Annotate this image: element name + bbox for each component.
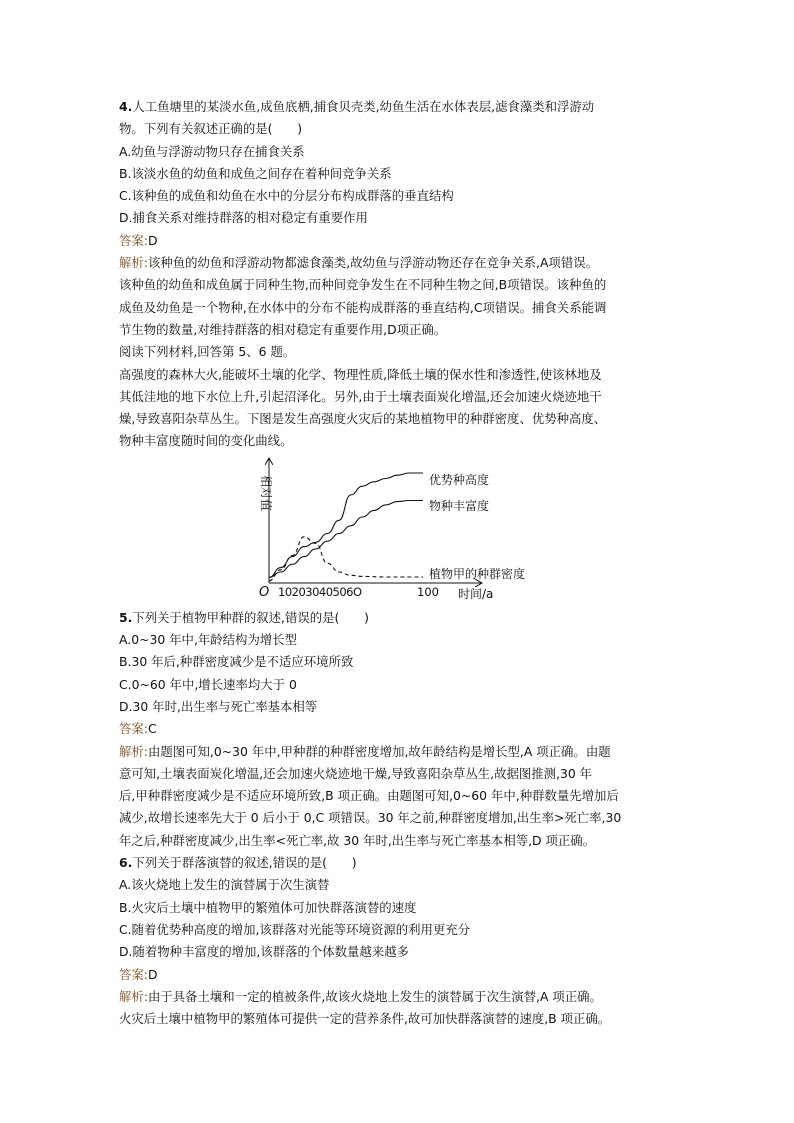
q6-option-b: B.火灾后土壤中植物甲的繁殖体可加快群落演替的速度 [119, 899, 417, 915]
q6-analysis-text1: 由于具备土壤和一定的植被条件,故该火烧地上发生的演替属于次生演替,A 项正确。 [147, 988, 602, 1004]
q4-analysis-line1 [119, 252, 684, 274]
q6-analysis-line2: 火灾后土壤中植物甲的繁殖体可提供一定的营养条件,故可加快群落演替的速度,B 项正确。 [119, 1011, 611, 1027]
q4-option-c: C.该种鱼的成鱼和幼鱼在水中的分层分布构成群落的垂直结构 [119, 188, 454, 204]
q5-analysis-line5: 年之后,种群密度减少,出生率<死亡率,故 30 年时,出生率与死亡率基本相等,D 项正确。 [119, 832, 596, 848]
answer-label: 答案: [119, 232, 148, 248]
q6-stem [119, 852, 684, 874]
q6-option-d: D.随着物种丰富度的增加,该群落的个体数量越来越多 [119, 944, 410, 960]
material-line4: 物种丰富度随时间的变化曲线。 [119, 433, 293, 449]
q4-stem-line2: 物。下列有关叙述正确的是( ) [119, 121, 303, 137]
y-axis-label: 相对值 [259, 474, 273, 511]
q5-answer [119, 718, 684, 740]
material-line1: 高强度的森林大火,能破坏土壤的化学、物理性质,降低土壤的保水性和渗透性,使该林地及 [119, 366, 602, 382]
q6-number: 6. [119, 855, 133, 871]
q4-option-a: A.幼鱼与浮游动物只存在捕食关系 [119, 143, 305, 159]
q6-analysis-line1 [119, 986, 684, 1008]
analysis-label: 解析: [119, 988, 148, 1004]
line-chart [249, 453, 579, 605]
q5-number: 5. [119, 609, 133, 625]
q4-option-d: D.捕食关系对维持群落的相对稳定有重要作用 [119, 210, 368, 226]
material-line3: 燥,导致喜阳杂草丛生。下图是发生高强度火灾后的某地植物甲的种群密度、优势种高度、 [119, 411, 607, 427]
material-line2: 其低洼地的地下水位上升,引起沼泽化。另外,由于土壤表面炭化增温,还会加速火烧迹地干 [119, 388, 602, 404]
series-label-density: 植物甲的种群密度 [429, 566, 526, 581]
origin-label: O [259, 584, 270, 600]
material-intro: 阅读下列材料,回答第 5、6 题。 [119, 344, 296, 360]
q6-stem-text: 下列关于群落演替的叙述,错误的是( ) [132, 855, 357, 871]
answer-label: 答案: [119, 966, 148, 982]
answer-label: 答案: [119, 721, 148, 737]
q5-stem [119, 607, 684, 629]
q5-analysis-line4: 减少,故增长速率先大于 0 后小于 0,C 项错误。30 年之前,种群密度增加,出生率>死亡率,30 [119, 810, 622, 826]
q5-analysis-line3: 后,甲种群密度减少是不适应环境所致,B 项正确。由题图可知,0~60 年中,种群数量先增加后 [119, 788, 619, 804]
x-axis-label: 时间/a [458, 586, 494, 601]
q4-analysis-line4: 节生物的数量,对维持群落的相对稳定有重要作用,D项正确。 [119, 321, 447, 337]
q5-analysis-line2: 意可知,土壤表面炭化增温,还会加速火烧迹地干燥,导致喜阳杂草丛生,故据图推测,30 年 [119, 765, 593, 781]
q5-analysis-text1: 由题图可知,0~30 年中,甲种群的种群密度增加,故年龄结构是增长型,A 项正确。由题 [147, 743, 611, 759]
series-dominant-height-line [269, 473, 423, 578]
q4-analysis-line2: 该种鱼的幼鱼和成鱼属于同种生物,而种间竞争发生在不同种生物之间,B项错误。该种鱼的 [119, 277, 607, 293]
q4-answer [119, 230, 684, 252]
series-label-dominant-height: 优势种高度 [429, 472, 490, 487]
q4-analysis-text1: 该种鱼的幼鱼和浮游动物都滤食藻类,故幼鱼与浮游动物还存在竞争关系,A项错误。 [147, 255, 598, 271]
x-tick-100: 100 [417, 584, 439, 599]
q4-answer-value: D [147, 232, 158, 248]
q4-option-b: B.该淡水鱼的幼鱼和成鱼之间存在着种间竞争关系 [119, 165, 392, 181]
analysis-label: 解析: [119, 255, 148, 271]
q6-option-c: C.随着优势种高度的增加,该群落对光能等环境资源的利用更充分 [119, 921, 471, 937]
q5-answer-value: C [147, 721, 157, 737]
q5-option-b: B.30 年后,种群密度减少是不适应环境所致 [119, 654, 354, 670]
q4-stem-text: 人工鱼塘里的某淡水鱼,成鱼底栖,捕食贝壳类,幼鱼生活在水体表层,滤食藻类和浮游动 [132, 99, 595, 114]
q6-option-a: A.该火烧地上发生的演替属于次生演替 [119, 877, 330, 893]
q5-option-d: D.30 年时,出生率与死亡率基本相等 [119, 698, 318, 714]
series-layer [269, 473, 423, 581]
series-label-richness: 物种丰富度 [429, 498, 490, 513]
series-richness-line [269, 500, 423, 577]
chart-container [119, 453, 684, 607]
q5-option-a: A.0~30 年中,年龄结构为增长型 [119, 632, 298, 648]
q5-stem-text: 下列关于植物甲种群的叙述,错误的是( ) [132, 609, 369, 625]
analysis-label: 解析: [119, 743, 148, 759]
q5-analysis-line1 [119, 741, 684, 763]
q4-number: 4. [119, 99, 133, 114]
series-density-line [269, 537, 423, 581]
q4-analysis-line3: 成鱼及幼鱼是一个物种,在水体中的分布不能构成群落的垂直结构,C项错误。捕食关系能调 [119, 299, 607, 315]
q6-answer [119, 964, 684, 986]
q6-answer-value: D [147, 966, 158, 982]
x-tick-labels: 10203040506O [278, 584, 362, 599]
q5-option-c: C.0~60 年中,增长速率均大于 0 [119, 676, 297, 692]
document-content [119, 96, 684, 1030]
q4-stem-line1 [119, 96, 684, 118]
